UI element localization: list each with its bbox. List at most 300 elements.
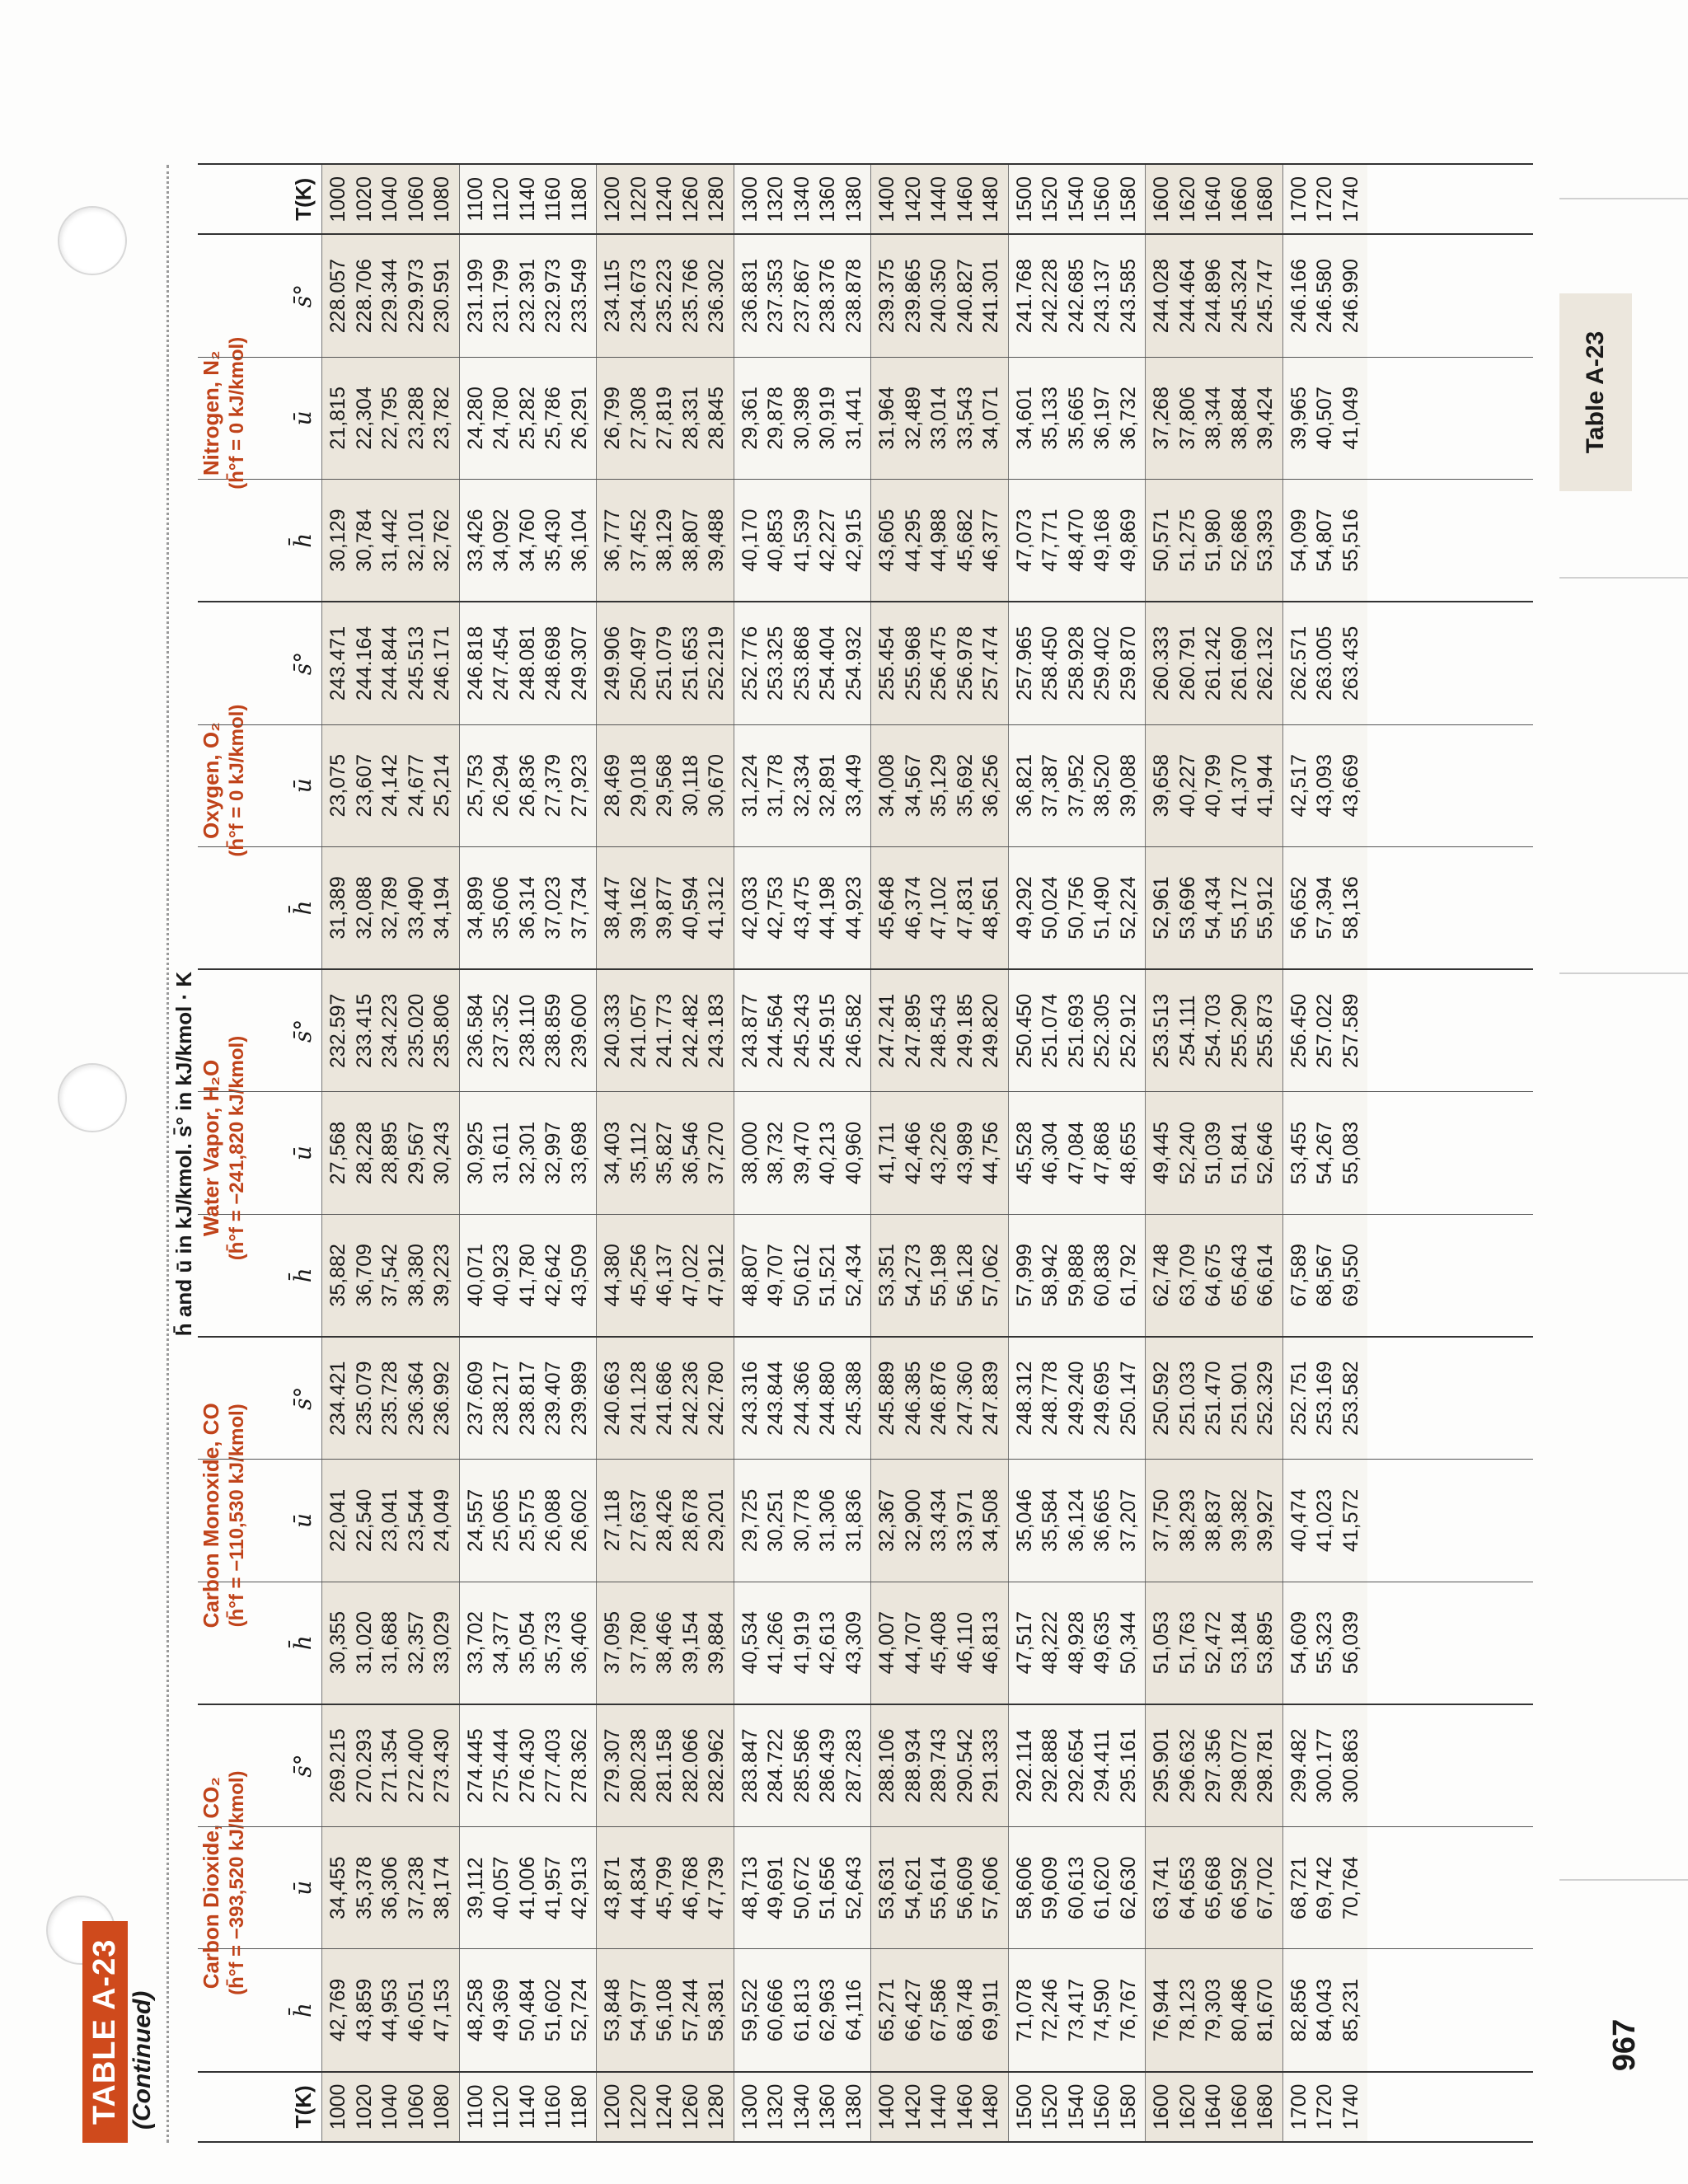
- value-block: [1008, 725, 1146, 846]
- value-cell: 39,488: [705, 509, 728, 572]
- value-cell: 288.934: [901, 1728, 925, 1803]
- value-cell: 53,351: [875, 1244, 898, 1307]
- value-cell: 49,691: [764, 1856, 787, 1919]
- value-cell: 66,427: [901, 1978, 925, 2042]
- value-cell: 238.110: [515, 994, 539, 1068]
- value-cell: 57,999: [1012, 1244, 1036, 1307]
- value-cell: 231.799: [490, 258, 513, 334]
- value-cell: 236.302: [705, 258, 728, 334]
- value-cell: 29,361: [738, 387, 762, 450]
- value-block: [1282, 235, 1368, 356]
- value-cell: 82,856: [1287, 1978, 1311, 2042]
- value-cell: 244.028: [1150, 258, 1173, 334]
- value-block: [596, 1827, 734, 1948]
- column-2-u: [198, 1091, 1533, 1213]
- value-cell: 55,614: [927, 1856, 950, 1919]
- value-block: [1282, 1949, 1368, 2070]
- value-block: [1145, 970, 1282, 1091]
- value-cell: 258.450: [1039, 626, 1062, 701]
- temperature-cell: 1700: [1287, 2083, 1311, 2130]
- value-cell: 32,367: [875, 1488, 898, 1553]
- value-block: [734, 1338, 871, 1459]
- temperature-cell: 1720: [1313, 2083, 1336, 2130]
- value-cell: 247.895: [901, 993, 925, 1068]
- value-cell: 54,609: [1287, 1610, 1311, 1675]
- value-block: [734, 1949, 871, 2070]
- value-cell: 241.686: [653, 1361, 676, 1436]
- value-cell: 35,733: [542, 1610, 565, 1675]
- value-cell: 50,024: [1039, 876, 1062, 940]
- value-cell: 38,293: [1175, 1488, 1199, 1553]
- value-block: [459, 1827, 597, 1948]
- value-cell: 242.228: [1039, 258, 1062, 334]
- value-block: [459, 1582, 597, 1704]
- temperature-cell: 1080: [430, 176, 453, 223]
- value-block: [459, 1092, 597, 1213]
- rotated-table-page: [82, 165, 1533, 2143]
- temperature-cell: 1040: [378, 2083, 401, 2130]
- value-cell: 42,769: [326, 1978, 349, 2042]
- temperature-block: [1145, 2073, 1282, 2141]
- value-cell: 25,065: [490, 1488, 513, 1553]
- value-block: [321, 1460, 459, 1581]
- value-cell: 240.333: [601, 993, 624, 1068]
- value-cell: 54,621: [901, 1856, 925, 1919]
- value-cell: 44,756: [979, 1121, 1002, 1185]
- value-cell: 67,586: [927, 1978, 950, 2042]
- value-cell: 295.161: [1116, 1728, 1140, 1803]
- value-block: [870, 1705, 1008, 1826]
- value-block: [321, 1705, 459, 1826]
- value-cell: 38,884: [1227, 387, 1251, 450]
- value-cell: 272.400: [404, 1728, 428, 1803]
- value-cell: 53,696: [1175, 876, 1199, 940]
- value-block: [596, 1092, 734, 1213]
- value-cell: 38,520: [1090, 753, 1114, 818]
- value-cell: 234.223: [378, 993, 401, 1068]
- value-cell: 46,374: [901, 876, 925, 940]
- value-cell: 245.388: [842, 1361, 865, 1436]
- temperature-cell: 1380: [842, 176, 865, 223]
- value-cell: 30,251: [764, 1488, 787, 1553]
- value-cell: 277.403: [542, 1728, 565, 1803]
- value-cell: 28,678: [678, 1488, 702, 1553]
- value-cell: 34,071: [979, 387, 1002, 450]
- temperature-cell: 1220: [626, 2083, 650, 2130]
- value-cell: 37,750: [1150, 1488, 1173, 1553]
- value-cell: 31,688: [378, 1610, 401, 1675]
- temperature-block: [870, 2073, 1008, 2141]
- value-cell: 246.385: [901, 1361, 925, 1436]
- value-cell: 44,380: [601, 1244, 624, 1307]
- temperature-cell: 1120: [490, 176, 513, 222]
- value-cell: 269.215: [326, 1728, 349, 1803]
- value-cell: 248.081: [515, 626, 539, 701]
- temperature-cell: 1520: [1039, 2083, 1062, 2130]
- value-block: [734, 1092, 871, 1213]
- value-cell: 44,834: [626, 1856, 650, 1919]
- value-cell: 36,546: [678, 1121, 702, 1185]
- value-cell: 48,470: [1064, 509, 1088, 572]
- column-4-s: [198, 233, 1533, 356]
- value-cell: 49,292: [1012, 876, 1036, 940]
- value-cell: 243.585: [1116, 258, 1140, 334]
- value-cell: 62,630: [1116, 1856, 1140, 1919]
- value-cell: 24,677: [404, 753, 428, 818]
- value-cell: 42,915: [842, 509, 865, 572]
- temperature-cell: 1300: [738, 176, 762, 223]
- value-cell: 255.873: [1254, 993, 1277, 1068]
- value-block: [1282, 1092, 1368, 1213]
- value-cell: 243.316: [738, 1361, 762, 1436]
- value-cell: 30,355: [326, 1610, 349, 1675]
- value-cell: 59,609: [1039, 1856, 1062, 1919]
- value-cell: 64,675: [1202, 1244, 1225, 1307]
- temperature-block: [459, 2073, 597, 2141]
- value-cell: 68,721: [1287, 1856, 1311, 1919]
- value-cell: 52,472: [1202, 1610, 1225, 1675]
- value-cell: 52,724: [567, 1978, 591, 2042]
- value-cell: 24,557: [463, 1488, 487, 1553]
- value-cell: 36,665: [1090, 1488, 1114, 1553]
- value-cell: 42,517: [1287, 753, 1311, 818]
- value-cell: 248.698: [542, 626, 565, 701]
- value-cell: 43,226: [927, 1121, 950, 1185]
- value-cell: 245.915: [816, 993, 839, 1068]
- value-cell: 237.352: [490, 993, 513, 1068]
- value-cell: 63,709: [1175, 1244, 1199, 1307]
- value-cell: 232.597: [326, 993, 349, 1068]
- value-cell: 62,748: [1150, 1244, 1173, 1307]
- value-cell: 23,075: [326, 753, 349, 818]
- value-cell: 41,944: [1254, 753, 1277, 818]
- value-cell: 37,542: [378, 1244, 401, 1307]
- value-cell: 234.421: [326, 1361, 349, 1436]
- value-block: [1145, 1582, 1282, 1704]
- value-block: [734, 1705, 871, 1826]
- temperature-cell: 1500: [1012, 176, 1036, 223]
- value-cell: 39,154: [678, 1610, 702, 1675]
- value-cell: 42,613: [816, 1610, 839, 1675]
- value-cell: 42,466: [901, 1121, 925, 1185]
- value-cell: 22,540: [352, 1488, 376, 1553]
- value-block: [459, 480, 597, 601]
- column-symbol: h̄: [289, 532, 316, 548]
- value-cell: 35,665: [1064, 387, 1088, 450]
- value-cell: 32,489: [901, 387, 925, 450]
- value-cell: 38,447: [601, 876, 624, 940]
- formation-enthalpy: (h̄°f = 0 kJ/kmol): [226, 336, 248, 490]
- value-cell: 45,256: [626, 1244, 650, 1307]
- value-cell: 53,455: [1287, 1121, 1311, 1185]
- value-block: [1282, 1582, 1368, 1704]
- value-cell: 260.333: [1150, 626, 1173, 701]
- value-cell: 60,666: [764, 1978, 787, 2042]
- value-cell: 58,942: [1039, 1244, 1062, 1307]
- value-cell: 254.404: [816, 626, 839, 701]
- value-cell: 256.978: [953, 626, 977, 701]
- value-cell: 249.185: [953, 993, 977, 1068]
- value-cell: 36,406: [567, 1610, 591, 1675]
- temperature-cell: 1220: [626, 176, 650, 223]
- column-symbol: s̄°: [289, 1754, 316, 1778]
- value-cell: 37,207: [1116, 1488, 1140, 1553]
- temperature-cell: 1100: [463, 2084, 487, 2130]
- value-block: [321, 480, 459, 601]
- value-cell: 30,243: [430, 1121, 453, 1185]
- value-cell: 46,304: [1039, 1121, 1062, 1185]
- value-block: [459, 1338, 597, 1459]
- margin-rule: [1559, 1879, 1688, 1881]
- value-cell: 33,490: [404, 876, 428, 940]
- value-block: [459, 235, 597, 356]
- temperature-cell: 1680: [1254, 176, 1277, 223]
- value-cell: 25,753: [463, 753, 487, 818]
- temperature-cell: 1360: [816, 2083, 839, 2130]
- value-cell: 65,643: [1227, 1244, 1251, 1307]
- temperature-cell: 1740: [1339, 176, 1362, 223]
- column-1-s: [198, 1336, 1533, 1459]
- value-cell: 40,227: [1175, 753, 1199, 818]
- value-block: [1145, 1215, 1282, 1336]
- value-cell: 37,238: [404, 1856, 428, 1919]
- value-block: [596, 1949, 734, 2070]
- value-cell: 28,426: [653, 1488, 676, 1553]
- value-block: [1282, 1460, 1368, 1581]
- temperature-column-left: [198, 2071, 1533, 2141]
- value-cell: 248.312: [1012, 1361, 1036, 1436]
- value-block: [1008, 1705, 1146, 1826]
- temperature-cell: 1120: [490, 2084, 513, 2130]
- value-cell: 41,312: [705, 876, 728, 940]
- value-cell: 34,008: [875, 753, 898, 818]
- value-cell: 28,895: [378, 1121, 401, 1185]
- value-block: [321, 1582, 459, 1704]
- value-cell: 47,912: [705, 1244, 728, 1307]
- value-cell: 263.435: [1339, 626, 1362, 701]
- value-cell: 66,614: [1254, 1244, 1277, 1307]
- value-cell: 249.240: [1064, 1361, 1088, 1436]
- value-cell: 28,331: [678, 387, 702, 450]
- value-cell: 246.990: [1339, 258, 1362, 334]
- value-cell: 39,658: [1150, 753, 1173, 818]
- value-cell: 36,777: [601, 509, 624, 572]
- value-cell: 60,613: [1064, 1856, 1088, 1919]
- value-cell: 51,039: [1202, 1121, 1225, 1185]
- value-cell: 32,762: [430, 509, 453, 572]
- table-caption: h̄ and ū in kJ/kmol. s̄° in kJ/kmol · K: [171, 971, 196, 1337]
- temperature-cell: 1280: [705, 2083, 728, 2130]
- value-cell: 26,836: [515, 753, 539, 818]
- value-cell: 43,605: [875, 509, 898, 572]
- temperature-cell: 1620: [1175, 176, 1199, 223]
- value-cell: 38,380: [404, 1244, 428, 1307]
- value-block: [1008, 970, 1146, 1091]
- value-block: [870, 1949, 1008, 2070]
- value-cell: 25,214: [430, 753, 453, 818]
- value-cell: 70,764: [1339, 1856, 1362, 1919]
- value-cell: 50,344: [1116, 1610, 1140, 1675]
- value-cell: 238.878: [842, 258, 865, 334]
- value-block: [1282, 1827, 1368, 1948]
- value-cell: 40,799: [1202, 753, 1225, 818]
- temperature-cell: 1280: [705, 176, 728, 223]
- value-cell: 47,084: [1064, 1121, 1088, 1185]
- value-cell: 245.243: [790, 993, 814, 1068]
- column-symbol: h̄: [289, 2003, 316, 2018]
- value-cell: 32,789: [378, 876, 401, 940]
- value-cell: 34,455: [326, 1856, 349, 1919]
- value-block: [1282, 970, 1368, 1091]
- value-cell: 257.589: [1339, 993, 1362, 1068]
- value-block: [321, 1215, 459, 1336]
- value-cell: 52,224: [1116, 876, 1140, 940]
- value-cell: 229.344: [378, 258, 401, 334]
- value-cell: 78,123: [1175, 1978, 1199, 2042]
- value-cell: 63,741: [1150, 1856, 1173, 1919]
- value-cell: 247.454: [490, 626, 513, 701]
- value-cell: 242.482: [678, 993, 702, 1068]
- value-cell: 41,572: [1339, 1488, 1362, 1553]
- value-block: [321, 1949, 459, 2070]
- value-cell: 37,387: [1039, 753, 1062, 818]
- temperature-cell: 1400: [875, 2083, 898, 2130]
- value-cell: 55,912: [1254, 876, 1277, 940]
- value-cell: 24,780: [490, 387, 513, 450]
- value-cell: 56,108: [653, 1978, 676, 2042]
- formation-enthalpy: (h̄°f = −241,820 kJ/kmol): [226, 1035, 248, 1261]
- value-cell: 228.706: [352, 258, 376, 334]
- temperature-cell: 1420: [901, 2083, 925, 2130]
- value-cell: 33,971: [953, 1488, 977, 1553]
- value-cell: 279.307: [601, 1728, 624, 1803]
- value-cell: 51,980: [1202, 509, 1225, 572]
- value-cell: 300.863: [1339, 1728, 1362, 1803]
- value-cell: 238.817: [515, 1361, 539, 1436]
- value-cell: 28,228: [352, 1121, 376, 1185]
- value-cell: 35,054: [515, 1610, 539, 1675]
- value-cell: 34,601: [1012, 387, 1036, 450]
- value-cell: 241.128: [626, 1361, 650, 1436]
- value-block: [1282, 847, 1368, 968]
- value-cell: 23,041: [378, 1488, 401, 1553]
- temperature-cell: 1700: [1287, 176, 1311, 223]
- value-cell: 238.376: [816, 258, 839, 334]
- value-cell: 235.020: [404, 993, 428, 1068]
- value-cell: 26,088: [542, 1488, 565, 1553]
- dotted-rule: [166, 165, 169, 2143]
- value-cell: 31,836: [842, 1488, 865, 1553]
- value-cell: 242.780: [705, 1361, 728, 1436]
- value-block: [870, 725, 1008, 846]
- value-cell: 52,686: [1227, 509, 1251, 572]
- value-cell: 275.444: [490, 1728, 513, 1803]
- value-cell: 74,590: [1090, 1978, 1114, 2042]
- value-cell: 244.464: [1175, 258, 1199, 334]
- temperature-header: T(K): [291, 2085, 316, 2129]
- value-cell: 36,124: [1064, 1488, 1088, 1553]
- value-cell: 38,000: [738, 1121, 762, 1185]
- value-cell: 43,859: [352, 1978, 376, 2042]
- value-cell: 50,571: [1150, 509, 1173, 572]
- formation-enthalpy: (h̄°f = 0 kJ/kmol): [226, 704, 248, 857]
- side-tab: [1559, 293, 1632, 491]
- value-block: [596, 970, 734, 1091]
- property-table: [198, 163, 1533, 2143]
- column-symbol: s̄°: [289, 1386, 316, 1410]
- value-cell: 22,795: [378, 387, 401, 450]
- value-cell: 251.901: [1227, 1361, 1251, 1436]
- value-cell: 32,301: [515, 1121, 539, 1185]
- value-cell: 298.072: [1227, 1728, 1251, 1803]
- temperature-block: [870, 165, 1008, 233]
- value-cell: 232.973: [542, 258, 565, 334]
- value-block: [870, 1092, 1008, 1213]
- value-cell: 38,807: [678, 509, 702, 572]
- value-cell: 41,957: [542, 1856, 565, 1919]
- column-symbol: ū: [289, 1880, 316, 1896]
- value-cell: 262.132: [1254, 626, 1277, 701]
- value-cell: 273.430: [430, 1728, 453, 1803]
- value-cell: 40,923: [490, 1244, 513, 1307]
- value-cell: 241.773: [653, 993, 676, 1068]
- value-block: [596, 358, 734, 479]
- temperature-cell: 1160: [542, 176, 565, 222]
- value-cell: 43,871: [601, 1856, 624, 1919]
- value-cell: 271.354: [378, 1728, 401, 1803]
- value-cell: 39,382: [1227, 1488, 1251, 1553]
- value-cell: 259.402: [1090, 626, 1114, 701]
- value-cell: 27,568: [326, 1121, 349, 1185]
- value-cell: 43,989: [953, 1121, 977, 1185]
- value-cell: 260.791: [1175, 626, 1199, 701]
- temperature-block: [1145, 165, 1282, 233]
- value-cell: 40,213: [816, 1121, 839, 1185]
- value-cell: 252.912: [1116, 993, 1140, 1068]
- value-cell: 50,612: [790, 1244, 814, 1307]
- value-cell: 34,760: [515, 509, 539, 572]
- value-cell: 292.114: [1012, 1729, 1036, 1802]
- value-cell: 26,602: [567, 1488, 591, 1553]
- temperature-cell: 1580: [1116, 176, 1140, 223]
- column-symbol: s̄°: [289, 651, 316, 676]
- value-cell: 31,389: [326, 876, 349, 940]
- temperature-block: [1008, 165, 1146, 233]
- value-block: [1282, 725, 1368, 846]
- value-cell: 34,194: [430, 876, 453, 940]
- value-block: [1145, 725, 1282, 846]
- value-cell: 232.391: [515, 258, 539, 334]
- value-block: [596, 235, 734, 356]
- value-block: [870, 358, 1008, 479]
- value-cell: 233.415: [352, 993, 376, 1068]
- value-cell: 247.839: [979, 1361, 1002, 1436]
- value-cell: 228.057: [326, 258, 349, 334]
- value-cell: 65,271: [875, 1978, 898, 2042]
- value-cell: 253.325: [764, 626, 787, 701]
- value-cell: 246.166: [1287, 258, 1311, 334]
- value-block: [870, 1338, 1008, 1459]
- value-cell: 290.542: [953, 1728, 977, 1803]
- value-cell: 39,877: [653, 876, 676, 940]
- value-cell: 23,544: [404, 1488, 428, 1553]
- value-block: [734, 725, 871, 846]
- temperature-cell: 1540: [1064, 176, 1088, 223]
- value-cell: 34,567: [901, 753, 925, 818]
- value-cell: 49,445: [1150, 1121, 1173, 1185]
- value-cell: 36,821: [1012, 753, 1036, 818]
- value-block: [870, 970, 1008, 1091]
